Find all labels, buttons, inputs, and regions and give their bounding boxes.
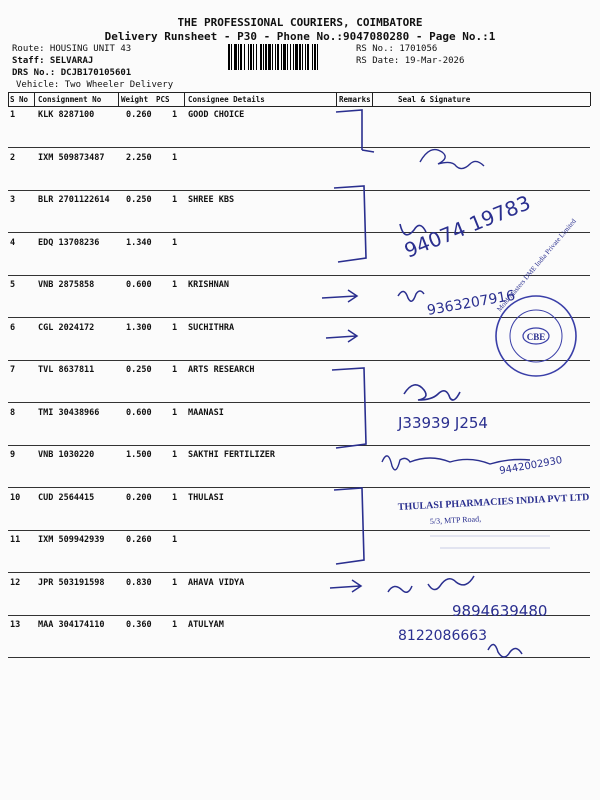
row-weight: 0.250 (126, 365, 152, 375)
staff-label: Staff: SELVARAJ (12, 56, 94, 66)
row-weight: 0.260 (126, 535, 152, 545)
row-consignment-no: CGL 2024172 (38, 322, 95, 333)
row-weight: 0.200 (126, 492, 152, 503)
row-weight: 0.600 (126, 280, 152, 290)
table-row (8, 234, 590, 276)
row-pcs: 1 (172, 110, 178, 120)
row-consignment-no: TMI 30438966 (38, 407, 100, 418)
col-divider (590, 92, 591, 106)
table-row (8, 616, 590, 658)
row-pcs: 1 (172, 365, 178, 375)
row-consignment-no: JPR 503191598 (38, 577, 105, 588)
table-row (8, 404, 590, 446)
row-sno: 10 (10, 492, 21, 503)
row-consignment-no: VNB 2875858 (38, 280, 95, 290)
row-consignment-no: IXM 509873487 (38, 152, 105, 163)
col-divider (184, 92, 185, 106)
row-sno: 7 (10, 365, 16, 375)
row-weight: 0.600 (126, 407, 152, 418)
row-pcs: 1 (172, 407, 178, 418)
row-consignee: MAANASI (188, 407, 224, 418)
row-sno: 5 (10, 280, 16, 290)
runsheet-subtitle: Delivery Runsheet - P30 - Phone No.:9047080280 - Page No.:1 (104, 30, 496, 43)
row-weight: 0.830 (126, 577, 152, 588)
col-seal-signature: Seal & Signature (398, 95, 471, 104)
company-title: THE PROFESSIONAL COURIERS, COIMBATORE (177, 16, 423, 29)
row-consignee: SAKTHI FERTILIZER (188, 450, 275, 460)
route-label: Route: HOUSING UNIT 43 (12, 44, 132, 54)
col-divider (118, 92, 119, 106)
row-consignee: SHREE KBS (188, 195, 235, 205)
row-consignment-no: EDQ 13708236 (38, 237, 100, 248)
row-sno: 8 (10, 407, 16, 418)
row-consignee: SUCHITHRA (188, 322, 235, 333)
thulasi-stamp-name: THULASI PHARMACIES INDIA PVT LTD (397, 491, 590, 513)
row-sno: 2 (10, 152, 16, 163)
handwritten-phone-row5: 9363207916 (425, 287, 517, 319)
col-remarks: Remarks (339, 95, 371, 104)
row-pcs: 1 (172, 450, 178, 460)
table-row (8, 574, 590, 616)
handwritten-phone-row8: J33939 J254 (398, 414, 488, 432)
col-divider (336, 92, 337, 106)
row-sno: 13 (10, 620, 21, 630)
row-sno: 12 (10, 577, 21, 588)
row-consignment-no: BLR 2701122614 (38, 195, 110, 205)
handwritten-phone-row9: 9442002930 (498, 455, 564, 477)
table-row (8, 319, 590, 361)
row-pcs: 1 (172, 620, 178, 630)
col-consignment: Consignment No (38, 95, 102, 104)
col-pcs: PCS (156, 95, 170, 104)
row-consignee: AHAVA VIDYA (188, 577, 245, 588)
handwritten-phone-row13: 8122086663 (398, 628, 488, 644)
row-weight: 1.340 (126, 237, 152, 248)
table-row (8, 106, 590, 148)
col-divider (8, 92, 9, 106)
col-consignee: Consignee Details (188, 95, 265, 104)
row-weight: 0.250 (126, 195, 152, 205)
dme-stamp-ring: Mold-Masters DME India Private Limited (495, 217, 578, 314)
row-pcs: 1 (172, 237, 178, 248)
row-sno: 6 (10, 322, 16, 333)
row-pcs: 1 (172, 322, 178, 333)
row-consignee: ARTS RESEARCH (188, 365, 255, 375)
rs-number: RS No.: 1701056 (356, 44, 438, 54)
table-row (8, 361, 590, 403)
row-sno: 4 (10, 237, 16, 248)
vehicle-label: Vehicle: Two Wheeler Delivery (16, 80, 174, 90)
row-sno: 3 (10, 195, 16, 205)
table-row (8, 531, 590, 573)
row-consignee: GOOD CHOICE (188, 110, 245, 120)
row-consignment-no: VNB 1030220 (38, 450, 95, 460)
table-row (8, 149, 590, 191)
handwritten-phone-row3: 94074 19783 (400, 190, 534, 263)
row-consignment-no: IXM 509942939 (38, 535, 105, 545)
row-pcs: 1 (172, 535, 178, 545)
row-consignee: ATULYAM (188, 620, 224, 630)
row-pcs: 1 (172, 577, 178, 588)
row-pcs: 1 (172, 152, 178, 163)
row-sno: 11 (10, 535, 21, 545)
row-pcs: 1 (172, 195, 178, 205)
row-sno: 9 (10, 450, 16, 460)
rs-date: RS Date: 19-Mar-2026 (356, 56, 465, 66)
col-divider (372, 92, 373, 106)
row-pcs: 1 (172, 280, 178, 290)
row-divider (8, 657, 590, 658)
table-row (8, 446, 590, 488)
col-sno: S No (10, 95, 29, 104)
row-consignment-no: MAA 304174110 (38, 620, 105, 630)
row-pcs: 1 (172, 492, 178, 503)
row-weight: 1.300 (126, 322, 152, 333)
barcode-image (228, 44, 352, 70)
row-weight: 0.360 (126, 620, 152, 630)
table-top-rule (8, 92, 590, 93)
barcode-bar (318, 44, 320, 70)
handwritten-phone-row12: 9894639480 (452, 602, 548, 620)
row-weight: 2.250 (126, 152, 152, 163)
row-consignment-no: CUD 2564415 (38, 492, 95, 503)
table-row (8, 191, 590, 233)
row-consignee: THULASI (188, 492, 224, 503)
row-consignment-no: KLK 8287100 (38, 110, 95, 120)
row-weight: 0.260 (126, 110, 152, 120)
row-consignment-no: TVL 8637811 (38, 365, 95, 375)
thulasi-stamp-address: 5/3, MTP Road, (429, 514, 482, 526)
row-sno: 1 (10, 110, 16, 120)
table-row (8, 489, 590, 531)
dme-stamp-center: CBE (526, 332, 546, 342)
col-divider (34, 92, 35, 106)
row-consignee: KRISHNAN (188, 280, 229, 290)
table-row (8, 276, 590, 318)
drs-label: DRS No.: DCJB170105601 (12, 68, 132, 78)
col-weight: Weight (121, 95, 149, 104)
row-weight: 1.500 (126, 450, 152, 460)
